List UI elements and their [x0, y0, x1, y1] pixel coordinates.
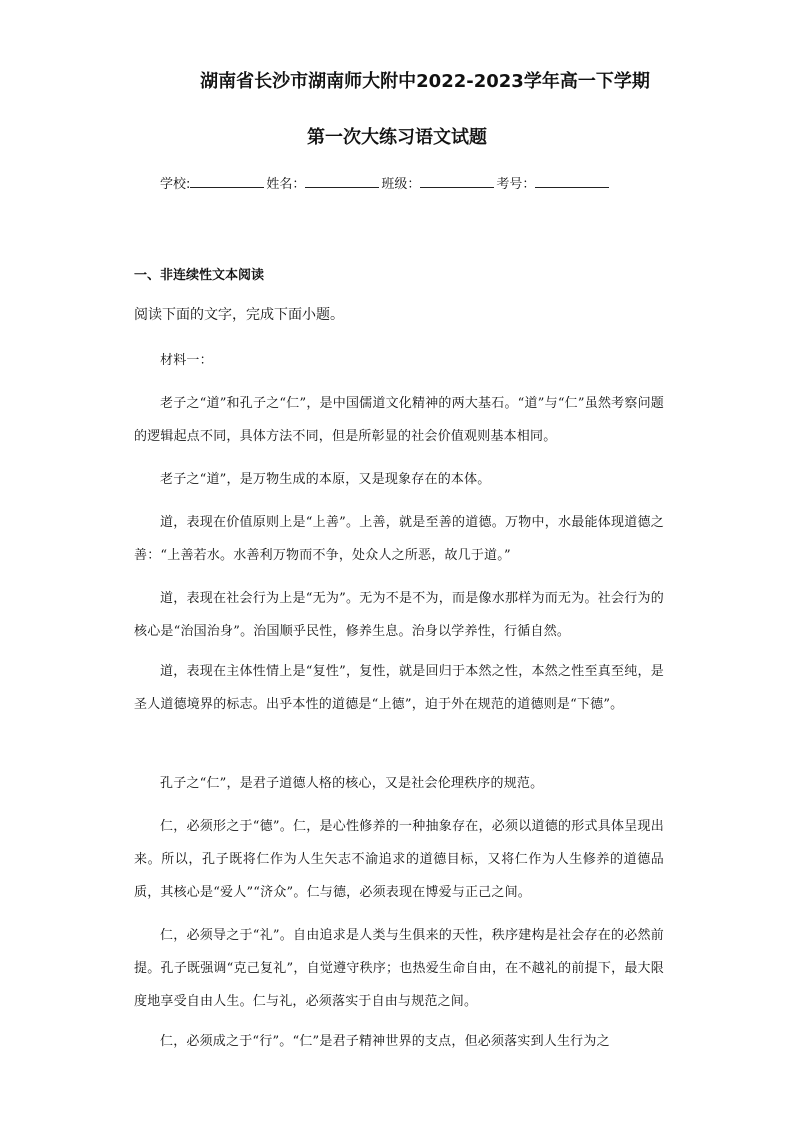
exam-no-label: 考号：: [496, 177, 536, 192]
paragraph: 孔子之“仁”，是君子道德人格的核心，又是社会伦理秩序的规范。: [160, 776, 544, 791]
paragraph: 仁，必须导之于“礼”。自由追求是人类与生俱来的天性，秩序建构是社会存在的必然前提。孔子既强调“克己复礼”，自觉遵守秩序；也热爱生命自由，在不越礼的前提下，最大限度地享受自由人生。仁与礼，必须落实于自由与规范之间。: [134, 928, 664, 1009]
paragraph: 道，表现在社会行为上是“无为”。无为不是不为，而是像水那样为而无为。社会行为的核心是“治国治身”。治国顺乎民性，修养生息。治身以学养性，行循自然。: [134, 591, 664, 639]
name-label: 姓名：: [266, 177, 306, 192]
paragraph: 道，表现在主体性情上是“复性”，复性，就是回归于本然之性，本然之性至真至纯，是圣人道德境界的标志。出乎本性的道德是“上德”，迫于外在规范的道德则是“下德”。: [134, 664, 664, 712]
paragraph: 仁，必须形之于“德”。仁，是心性修养的一种抽象存在，必须以道德的形式具体呈现出来。所以，孔子既将仁作为人生矢志不渝追求的道德目标，又将仁作为人生修养的道德品质，其核心是“爱人”“济众”。仁与德，必须表现在博爱与正己之间。: [134, 819, 664, 900]
class-blank[interactable]: [420, 173, 494, 188]
reading-instruction: 阅读下面的文字，完成下面小题。: [134, 307, 344, 323]
school-blank[interactable]: [190, 173, 264, 188]
school-label: 学校:: [160, 177, 191, 192]
exam-no-blank[interactable]: [535, 173, 609, 188]
name-blank[interactable]: [305, 173, 379, 188]
paragraph: 老子之“道”和孔子之“仁”，是中国儒道文化精神的两大基石。“道”与“仁”虽然考察问题的逻辑起点不同，具体方法不同，但是所彰显的社会价值观则基本相同。: [134, 396, 664, 444]
section-heading: 一、非连续性文本阅读: [134, 268, 265, 283]
exam-title-line2: 第一次大练习语文试题: [307, 127, 487, 148]
paragraph: 道，表现在价值原则上是“上善”。上善，就是至善的道德。万物中，水最能体现道德之善：“上善若水。水善利万物而不争，处众人之所恶，故几于道。”: [134, 515, 664, 563]
exam-title-line1: 湖南省长沙市湖南师大附中2022-2023学年高一下学期: [200, 71, 650, 92]
class-label: 班级：: [381, 177, 421, 192]
paragraph: 仁，必须成之于“行”。“仁”是君子精神世界的支点，但必须落实到人生行为之: [160, 1034, 610, 1049]
material-label: 材料一：: [160, 353, 213, 368]
student-info-row: [160, 173, 611, 195]
paragraph: 老子之“道”，是万物生成的本原，又是现象存在的本体。: [160, 472, 491, 487]
